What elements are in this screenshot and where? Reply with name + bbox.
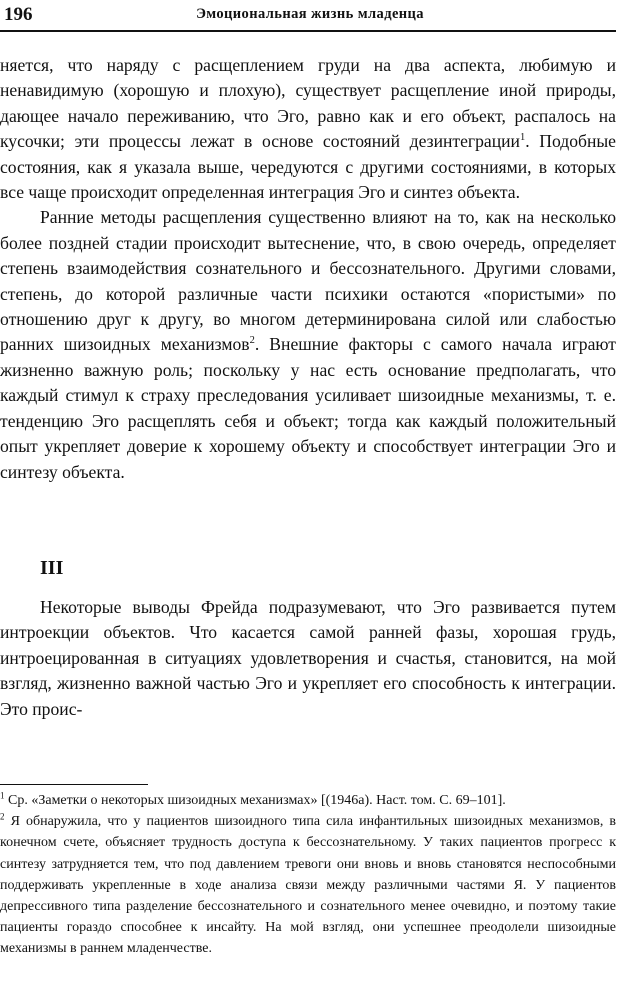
footnote-2 xyxy=(0,811,616,959)
footnote-separator xyxy=(0,784,148,785)
paragraph-2-text: Ранние методы расщепления существенно влияют на то, как на несколько более поздней стадии происходит вытеснение, что, в свою очередь, определяет степень взаимодействия сознательного и бессознательного. Другими словами, степень, до которой различные части психики остаются «пористыми» по отношению друг к другу, во многом детерминирована силой или слабостью ранних шизоидных механизмов xyxy=(0,207,616,355)
paragraph-1-text: няется, что наряду с расщеплением груди на два аспекта, любимую и ненавидимую (хорошую и плохую), существует расщепление иной природы, дающее начало переживанию, что Эго, равно как и его объект, распалось на кусочки; эти процессы лежат в основе состояний дезинтеграции xyxy=(0,55,616,152)
section-paragraph: Некоторые выводы Фрейда подразумевают, что Эго развивается путем интроекции объектов. Что касается самой ранней фазы, хорошая грудь, интроецированная в ситуациях удовлетворения и счастья, становится, на мой взгляд, жизненно важной частью Эго и укрепляет его способность к интеграции. Это проис- xyxy=(0,596,616,719)
paragraph-2 xyxy=(0,205,616,484)
footnote-2-text: Я обнаружила, что у пациентов шизоидного типа сила инфантильных шизоидных механизмов, в конечном счете, объясняет трудность доступа к бессознательному. У таких пациентов прогресс к синтезу затрудняется тем, что под давлением тревоги они вновь и вновь становятся неспособными поддерживать укрепленные в ходе анализа связи между различными частями Я. У пациентов депрессивного типа разделение бессознательного и сознательного менее очевидно, и поэтому такие пациенты гораздо способнее к инсайту. На мой взгляд, они успешнее преодолели шизоидные механизмы в раннем младенчестве. xyxy=(0,814,617,957)
footnote-1 xyxy=(0,790,616,811)
header-rule xyxy=(0,30,616,32)
running-title: Эмоциональная жизнь младенца xyxy=(196,6,424,22)
footnote-1-text: Ср. «Заметки о некоторых шизоидных механизмах» [(1946а). Наст. том. С. 69–101]. xyxy=(8,793,506,808)
footnote-ref-2[interactable]: 2 xyxy=(249,335,255,347)
footnote-marker-1: 1 xyxy=(0,790,5,801)
footnote-marker-2: 2 xyxy=(0,811,5,822)
paragraph-1 xyxy=(0,53,616,205)
body-text xyxy=(0,53,616,722)
page-number: 196 xyxy=(4,4,33,25)
footnotes xyxy=(0,790,616,960)
section-heading: III xyxy=(40,556,64,579)
paragraph-2-text-continued: . Внешние факторы с самого начала играют жизненно важную роль; поскольку у нас есть основание предполагать, что каждый стимул к страху преследования усиливает шизоидные механизмы, т. е. тенденцию Эго расщеплять себя и объект; тогда как каждый положительный опыт укрепляет доверие к хорошему объекту и способствует интеграции Эго и синтезу объекта. xyxy=(0,334,616,482)
page-header xyxy=(0,2,620,32)
footnote-ref-1[interactable]: 1 xyxy=(519,132,526,144)
paragraph-1-text-continued: . Подобные состояния, как я указала выше, чередуются с другими состояниями, в которых все чаще происходит определенная интеграция Эго и синтез объекта. xyxy=(0,131,616,203)
